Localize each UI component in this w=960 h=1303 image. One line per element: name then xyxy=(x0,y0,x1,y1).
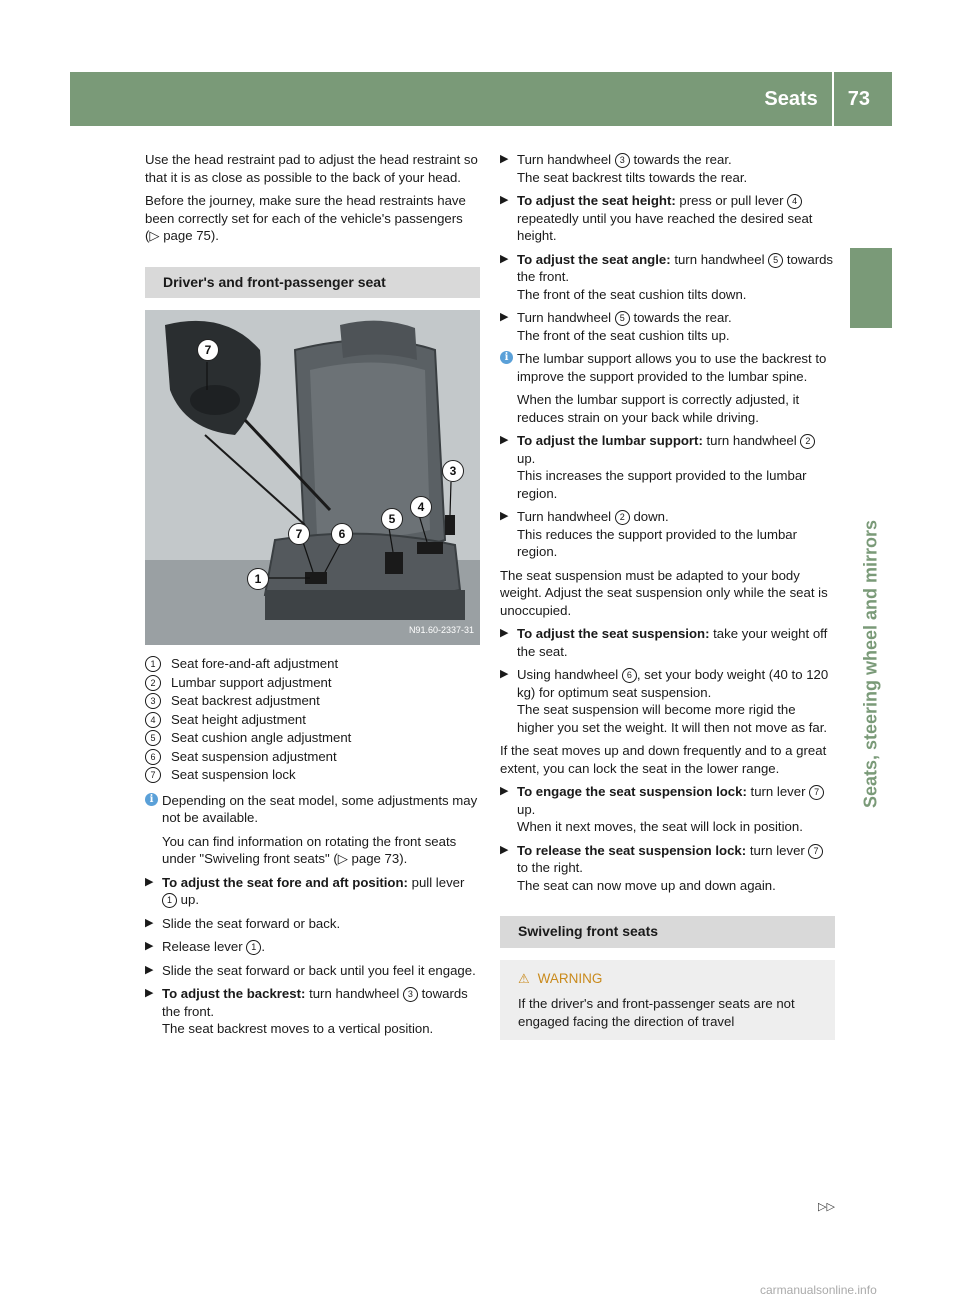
step-result: The seat can now move up and down again. xyxy=(517,877,776,893)
step-text: Release lever xyxy=(162,939,243,954)
section-heading-swiveling: Swiveling front seats xyxy=(500,916,835,948)
step-result: The front of the seat cushion tilts up. xyxy=(517,327,730,343)
warning-triangle-icon: ⚠ xyxy=(518,970,530,986)
inline-reference: 6 xyxy=(622,668,637,683)
step-text: up. xyxy=(180,892,200,907)
header-bar xyxy=(70,72,892,126)
info-note xyxy=(500,350,835,426)
step-result: When it next moves, the seat will lock in position. xyxy=(517,819,803,834)
legend-item xyxy=(145,655,480,673)
step-text: Using handwheel xyxy=(517,667,619,682)
suspension-paragraph: The seat suspension must be adapted to your body weight. Adjust the seat suspension only while the seat is unoccupied. xyxy=(500,567,828,618)
legend-item xyxy=(145,766,480,784)
step-arrow-icon: ▶ xyxy=(500,194,509,206)
instruction-step xyxy=(145,874,480,909)
legend-number: 1 xyxy=(145,656,161,672)
instruction-step xyxy=(145,962,480,980)
right-column xyxy=(500,151,835,1040)
figure-callout-7: 7 xyxy=(288,523,310,545)
instruction-step xyxy=(145,915,480,933)
step-result: This increases the support provided to the lumbar region. xyxy=(517,468,807,501)
step-text: turn lever xyxy=(749,842,805,858)
legend-item xyxy=(145,729,480,747)
inline-reference: 1 xyxy=(246,940,261,955)
info-text-2: When the lumbar support is correctly adjusted, it reduces strain on your back while driving. xyxy=(517,392,800,425)
figure-callout-3: 3 xyxy=(442,460,464,482)
inline-reference: 2 xyxy=(800,434,815,449)
step-text: down. xyxy=(633,509,669,524)
step-result: This reduces the support provided to the lumbar region. xyxy=(517,526,798,559)
step-arrow-icon: ▶ xyxy=(500,785,509,797)
section-heading-seats: Driver's and front-passenger seat xyxy=(145,267,480,299)
seat-illustration xyxy=(145,310,480,645)
legend-number: 4 xyxy=(145,712,161,728)
step-text: turn handwheel xyxy=(706,433,797,448)
intro-paragraph-2: Before the journey, make sure the head restraints have been correctly set for each of the vehicle's passengers (▷ page 75). xyxy=(145,193,466,243)
lock-paragraph: If the seat moves up and down frequently and to a great extent, you can lock the seat in the lower range. xyxy=(500,743,827,776)
instruction-step xyxy=(500,192,835,245)
step-text: Turn handwheel xyxy=(517,310,612,325)
inline-reference: 3 xyxy=(615,153,630,168)
instruction-step xyxy=(500,309,835,344)
info-icon: i xyxy=(500,351,513,364)
step-text: towards the rear. xyxy=(633,152,732,167)
step-lead: To adjust the backrest: xyxy=(162,986,306,1001)
legend-number: 5 xyxy=(145,730,161,746)
legend-text: Lumbar support adjustment xyxy=(171,674,332,690)
info-text: The lumbar support allows you to use the backrest to improve the support provided to the lumbar spine. xyxy=(517,351,827,384)
step-text: towards the rear. xyxy=(633,310,732,325)
step-arrow-icon: ▶ xyxy=(500,843,509,856)
step-arrow-icon: ▶ xyxy=(145,940,154,952)
header-inner xyxy=(764,72,892,126)
instruction-step xyxy=(500,432,835,502)
figure-callout-6: 6 xyxy=(331,523,353,545)
step-text: Turn handwheel xyxy=(517,509,612,524)
inline-reference: 3 xyxy=(403,987,418,1002)
legend-number: 3 xyxy=(145,693,161,709)
step-text: . xyxy=(261,939,265,954)
legend-text: Seat backrest adjustment xyxy=(171,693,320,708)
inline-reference: 5 xyxy=(615,311,630,326)
step-arrow-icon: ▶ xyxy=(500,153,509,165)
step-arrow-icon: ▶ xyxy=(145,875,154,888)
step-text: turn handwheel xyxy=(309,986,400,1001)
warning-text: If the driver's and front-passenger seats are not engaged facing the direction of travel xyxy=(518,996,795,1029)
info-text-2: You can find information on rotating the front seats under "Swiveling front seats" (▷ page 73). xyxy=(162,833,457,866)
step-arrow-icon: ▶ xyxy=(500,311,509,323)
figure-legend xyxy=(145,655,480,784)
step-result: The front of the seat cushion tilts down. xyxy=(517,286,747,302)
step-text: Slide the seat forward or back. xyxy=(162,915,341,931)
step-text: to the right. xyxy=(517,860,583,875)
step-lead: To adjust the seat suspension: xyxy=(517,626,710,641)
step-text: press or pull lever xyxy=(679,193,784,208)
legend-text: Seat fore-and-aft adjustment xyxy=(171,656,339,671)
step-text: pull lever xyxy=(411,874,465,890)
instruction-step xyxy=(500,666,835,736)
warning-title xyxy=(510,970,825,988)
legend-number: 6 xyxy=(145,749,161,765)
step-text: take your weight off the seat. xyxy=(517,626,828,659)
inline-reference: 7 xyxy=(809,785,824,800)
step-lead: To adjust the seat angle: xyxy=(517,251,671,267)
figure-callout-5: 5 xyxy=(381,508,403,530)
step-text: turn lever xyxy=(750,784,806,799)
legend-item xyxy=(145,674,480,692)
figure-callout-7-top: 7 xyxy=(197,339,219,361)
step-lead: To adjust the lumbar support: xyxy=(517,433,703,448)
intro-paragraph: Use the head restraint pad to adjust the head restraint so that it is as close as possible to the back of your head. xyxy=(145,152,478,185)
inline-reference: 7 xyxy=(808,844,823,859)
step-text: up. xyxy=(517,801,536,817)
inline-reference: 1 xyxy=(162,893,177,908)
instruction-step xyxy=(145,985,480,1038)
step-lead: To release the seat suspension lock: xyxy=(517,842,747,858)
figure-callout-1: 1 xyxy=(247,568,269,590)
step-arrow-icon: ▶ xyxy=(500,627,509,639)
chapter-label-text: Seats, steering wheel and mirrors xyxy=(860,519,881,809)
step-text: repeatedly until you have reached the desired seat height. xyxy=(517,210,813,243)
warning-box xyxy=(500,960,835,1041)
inline-reference: 4 xyxy=(787,194,802,209)
instruction-step xyxy=(145,938,480,956)
step-result: The seat backrest tilts towards the rear. xyxy=(517,169,748,185)
step-text: up. xyxy=(517,450,536,466)
legend-number: 7 xyxy=(145,767,161,783)
step-arrow-icon: ▶ xyxy=(500,668,509,680)
step-text: Slide the seat forward or back until you feel it engage. xyxy=(162,962,476,978)
step-arrow-icon: ▶ xyxy=(145,916,154,929)
warning-label: WARNING xyxy=(537,970,603,986)
step-lead: To adjust the seat fore and aft position: xyxy=(162,874,408,890)
step-arrow-icon: ▶ xyxy=(500,252,509,265)
figure-code: N91.60-2337-31 xyxy=(408,624,474,635)
step-lead: To engage the seat suspension lock: xyxy=(517,784,747,799)
inline-reference: 2 xyxy=(615,510,630,525)
instruction-step xyxy=(500,251,835,304)
instruction-step xyxy=(500,783,835,836)
step-lead: To adjust the seat height: xyxy=(517,193,676,208)
continue-mark: ▷▷ xyxy=(818,1201,835,1213)
legend-text: Seat height adjustment xyxy=(171,711,306,727)
step-arrow-icon: ▶ xyxy=(500,510,509,522)
legend-text: Seat cushion angle adjustment xyxy=(171,730,352,745)
seat-figure xyxy=(145,310,480,645)
step-text: towards the front. xyxy=(162,986,468,1019)
step-text: towards the front. xyxy=(517,251,834,284)
step-result: The seat backrest moves to a vertical position. xyxy=(162,1021,434,1036)
legend-item xyxy=(145,692,480,710)
info-note xyxy=(145,792,480,868)
instruction-step xyxy=(500,625,835,660)
inline-reference: 5 xyxy=(768,253,783,268)
info-icon: i xyxy=(145,793,158,806)
step-result: The seat suspension will become more rigid the higher you set the weight. It will then not move as far. xyxy=(517,702,828,735)
step-text: Turn handwheel xyxy=(517,152,612,167)
step-arrow-icon: ▶ xyxy=(145,963,154,976)
footer-watermark: carmanualsonline.info xyxy=(760,1283,877,1297)
step-arrow-icon: ▶ xyxy=(500,434,509,446)
step-text: , set your body weight (40 to 120 kg) for optimum seat suspension. xyxy=(517,667,829,700)
chapter-tab xyxy=(850,248,892,328)
instruction-step xyxy=(500,842,835,895)
legend-text: Seat suspension adjustment xyxy=(171,748,337,764)
instruction-step xyxy=(500,151,835,186)
info-text: Depending on the seat model, some adjustments may not be available. xyxy=(162,792,478,825)
legend-text: Seat suspension lock xyxy=(171,767,296,782)
page-title: Seats xyxy=(764,87,818,110)
figure-callout-4: 4 xyxy=(410,496,432,518)
page-number: 73 xyxy=(847,87,870,110)
legend-item xyxy=(145,748,480,766)
step-arrow-icon: ▶ xyxy=(145,987,154,999)
legend-item xyxy=(145,711,480,729)
step-text: turn handwheel xyxy=(674,251,765,267)
instruction-step xyxy=(500,508,835,561)
left-column xyxy=(145,151,480,1044)
legend-number: 2 xyxy=(145,675,161,691)
